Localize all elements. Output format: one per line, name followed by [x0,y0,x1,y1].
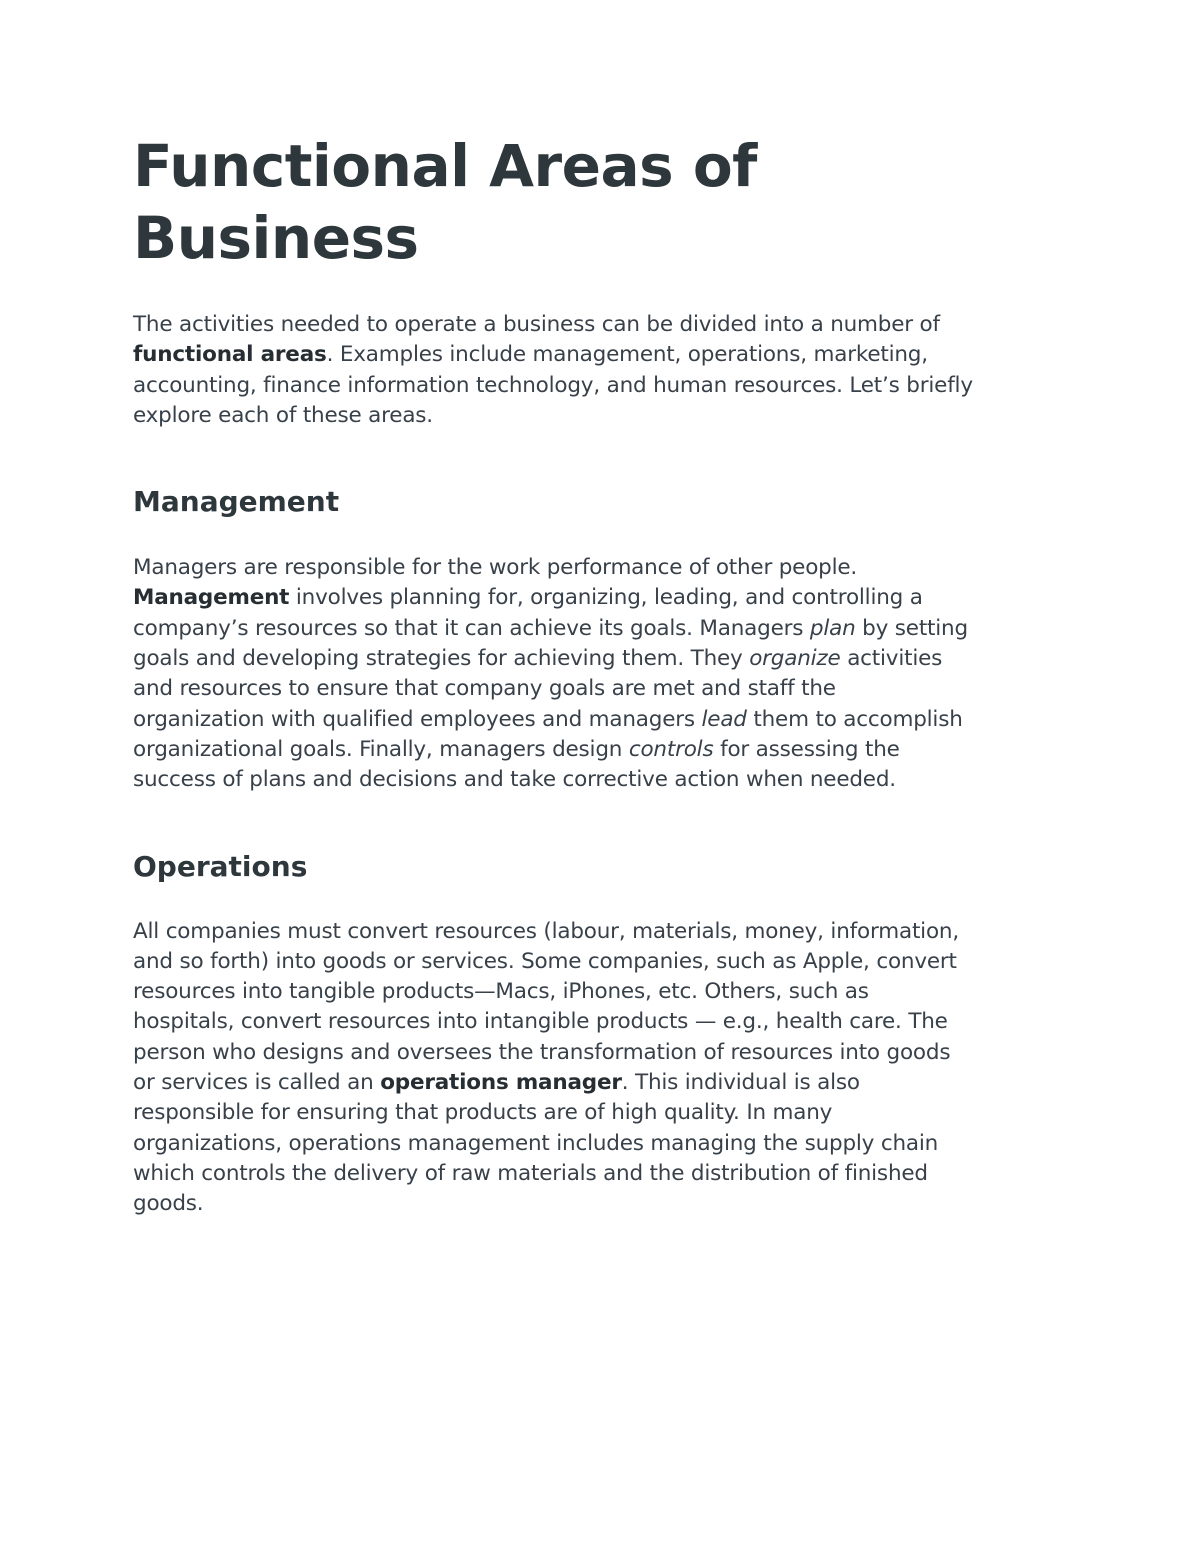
operations-heading: Operations [133,849,308,883]
management-text-5: them to accomplish organizational goals. Finally, managers design [133,706,963,762]
operations-text-1: All companies must convert resources (labour, materials, money, information, and so forth) into goods or services. Some companies, such as Apple, convert resources into tangible products—Macs, iPhones, etc. Others, such as hospitals, convert resources into intangible products — e.g., health care. The person who designs and oversees the transformation of resources into goods or services is called an [133,918,959,1096]
management-italic-organize: organize [749,646,841,672]
management-paragraph [133,553,973,795]
intro-bold-term: functional areas [133,342,327,368]
management-italic-lead: lead [701,706,747,732]
management-bold-term: Management [133,585,290,611]
intro-text-1: The activities needed to operate a business can be divided into a number of [133,312,940,337]
operations-bold-term: operations manager [380,1070,622,1096]
management-italic-plan: plan [809,615,856,641]
intro-text-2: . Examples include management, operations, marketing, accounting, finance information technology, and human resources. Let’s briefly explore each of these areas. [133,342,973,428]
operations-paragraph [133,917,973,1220]
intro-paragraph [133,310,973,431]
document-page [133,130,973,1220]
management-text-4: activities and resources to ensure that company goals are met and staff the organization with qualified employees and managers [133,646,943,732]
management-text-6: for assessing the success of plans and decisions and take corrective action when needed. [133,736,900,793]
management-text-2: involves planning for, organizing, leading, and controlling a company’s resources so that it can achieve its goals. Managers [133,585,923,641]
document-title: Functional Areas of Business [133,132,757,272]
management-heading: Management [133,485,340,519]
management-italic-controls: controls [628,736,714,762]
operations-text-2: . This individual is also responsible for ensuring that products are of high quality. In many organizations, operations management includes managing the supply chain which controls the delivery of raw materials and the distribution of finished goods. [133,1070,939,1217]
management-text-1: Managers are responsible for the work performance of other people. [133,555,858,581]
management-text-3: by setting goals and developing strategies for achieving them. They [133,615,968,672]
